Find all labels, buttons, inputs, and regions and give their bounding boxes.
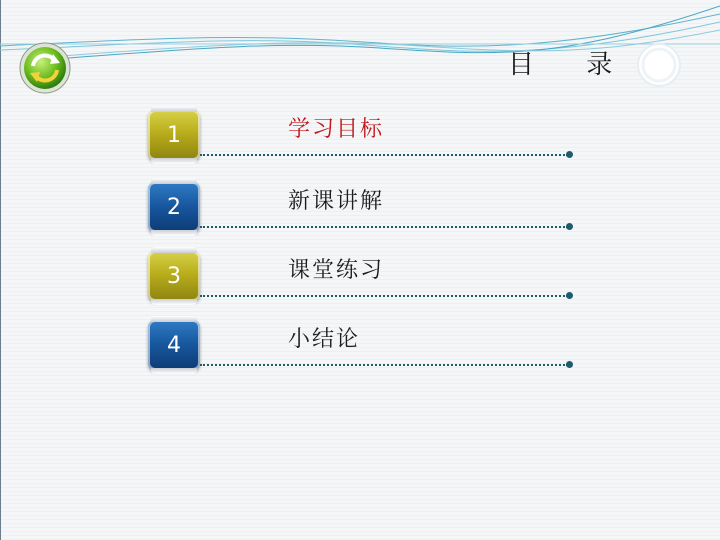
divider-end-dot <box>566 151 573 158</box>
nav-circle-icon <box>636 42 682 88</box>
refresh-button[interactable] <box>18 41 72 95</box>
dotted-divider <box>200 295 568 297</box>
number-badge: 1 <box>148 110 200 160</box>
divider-end-dot <box>566 361 573 368</box>
number-badge: 4 <box>148 320 200 370</box>
menu-item-label: 学习目标 <box>288 117 385 142</box>
left-frame-line <box>0 0 1 540</box>
menu-item-3[interactable] <box>148 251 578 305</box>
refresh-icon <box>18 41 72 95</box>
divider-end-dot <box>566 292 573 299</box>
menu-item-label: 新课讲解 <box>288 189 385 214</box>
nav-circle-button[interactable] <box>636 42 682 88</box>
number-badge: 2 <box>148 182 200 232</box>
menu-item-label: 小结论 <box>288 327 361 352</box>
number-badge: 3 <box>148 251 200 301</box>
menu-item-2[interactable] <box>148 182 578 236</box>
divider-end-dot <box>566 223 573 230</box>
menu-item-label: 课堂练习 <box>288 258 385 283</box>
menu-item-1[interactable] <box>148 110 578 164</box>
dotted-divider <box>200 154 568 156</box>
page-title: 目 录 <box>508 50 635 80</box>
dotted-divider <box>200 364 568 366</box>
menu-item-4[interactable] <box>148 320 578 374</box>
dotted-divider <box>200 226 568 228</box>
